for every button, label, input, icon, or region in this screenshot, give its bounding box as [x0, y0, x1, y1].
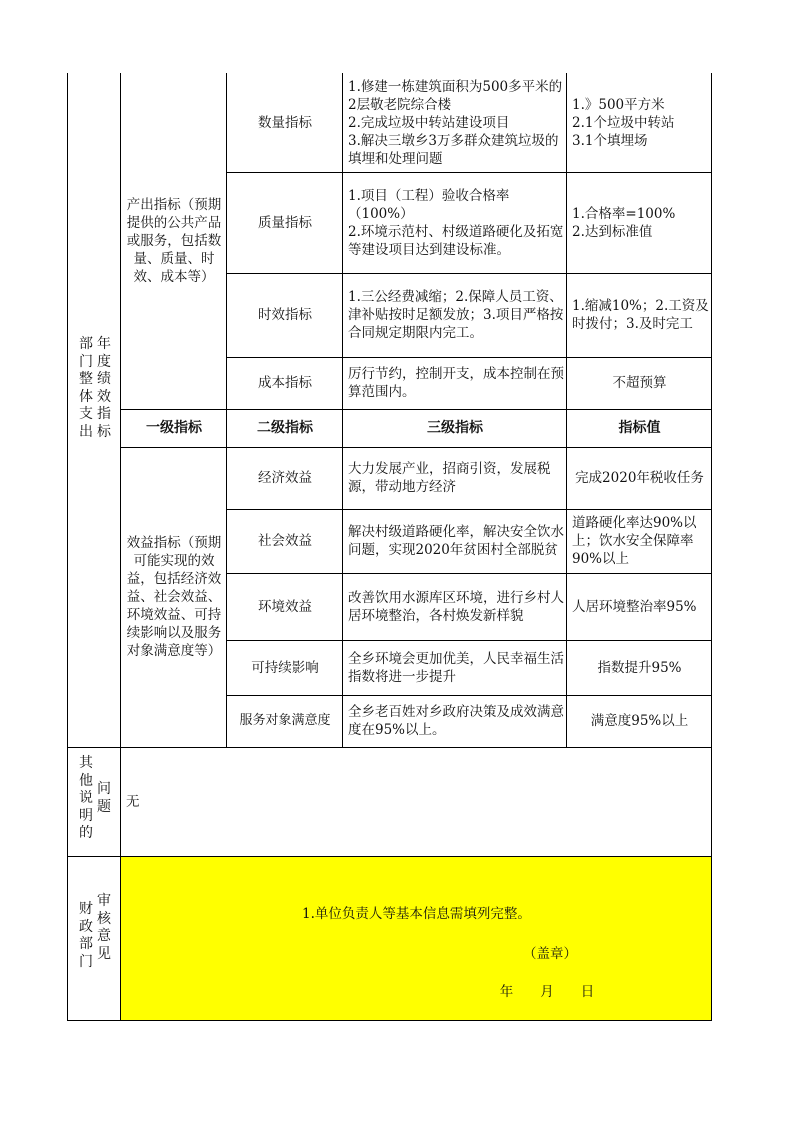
- grid-line: [226, 640, 712, 641]
- level2-quality: 质量指标: [258, 214, 312, 231]
- review-opinion-label: 审核意见: [97, 893, 111, 962]
- other-issues-label: 问题: [97, 781, 111, 815]
- finance-review-line1: 1.单位负责人等基本信息需填列完整。: [302, 906, 531, 922]
- level2-social: 社会效益: [258, 533, 312, 549]
- other-notes-value: 无: [126, 793, 140, 810]
- value-satisfaction: 满意度95%以上: [590, 713, 689, 729]
- finance-review-area: [120, 856, 712, 1021]
- value-sustainability: 指数提升95%: [597, 659, 682, 676]
- level2-environment: 环境效益: [258, 598, 312, 615]
- grid-line: [67, 1020, 712, 1021]
- header-level1: 一级指标: [146, 420, 202, 436]
- header-level2: 二级指标: [257, 420, 313, 436]
- level2-quantity: 数量指标: [258, 114, 312, 131]
- level2-timeliness: 时效指标: [258, 307, 312, 323]
- level2-cost: 成本指标: [258, 375, 312, 391]
- level3-quality: 1.项目（工程）验收合格率（100%） 2.环境示范村、村级道路硬化及拓宽等建设项目达到建设标准。: [348, 187, 564, 258]
- grid-line: [226, 695, 712, 696]
- grid-line: [120, 447, 712, 448]
- grid-line: [226, 73, 227, 747]
- value-timeliness: 1.缩减10%；2.工资及时拨付；3.及时完工: [572, 298, 709, 332]
- finance-dept-label: 财政部门: [79, 901, 93, 970]
- annual-perf-label: 年度绩效指标: [97, 336, 111, 440]
- value-quality: 1.合格率=100% 2.达到标准值: [572, 205, 676, 240]
- value-economic: 完成2020年税收任务: [575, 470, 704, 486]
- grid-line: [566, 73, 567, 747]
- value-environment: 人居环境整治率95%: [572, 598, 697, 615]
- grid-line: [226, 273, 712, 274]
- dept-overall-label: 部门整体支出: [79, 336, 93, 440]
- level3-satisfaction: 全乡老百姓对乡政府决策及成效满意度在95%以上。: [348, 704, 564, 738]
- level3-quantity: 1.修建一栋建筑面积为500多平米的2层敬老院综合楼 2.完成垃圾中转站建设项目 3.解决三墩乡3万多群众建筑垃圾的填埋和处理问题: [348, 78, 563, 167]
- value-social: 道路硬化率达90%以上；饮水安全保障率90%以上: [572, 515, 697, 567]
- grid-line: [120, 73, 121, 1021]
- value-cost: 不超预算: [612, 375, 667, 391]
- level3-environment: 改善饮用水源库区环境，进行乡村人居环境整治，各村焕发新样貌: [348, 589, 564, 624]
- grid-line: [226, 509, 712, 510]
- level3-economic: 大力发展产业，招商引资，发展税源，带动地方经济: [348, 461, 551, 495]
- grid-line: [226, 172, 712, 173]
- finance-date: 年 月 日: [499, 984, 595, 1000]
- output-category: 产出指标（预期提供的公共产品或服务，包括数量、质量、时效、成本等）: [126, 197, 222, 285]
- other-notes-label: 其他说明的: [79, 755, 93, 841]
- level3-social: 解决村级道路硬化率，解决安全饮水问题，实现2020年贫困村全部脱贫: [348, 524, 564, 558]
- level3-timeliness: 1.三公经费减缩；2.保障人员工资、津补贴按时足额发放；3.项目严格按合同规定期限内完工。: [348, 289, 564, 341]
- value-quantity: 1.》500平方米 2.1个垃圾中转站 3.1个填埋场: [572, 96, 675, 149]
- grid-line: [67, 747, 712, 748]
- finance-seal: （盖章）: [523, 946, 577, 962]
- grid-line: [67, 856, 712, 857]
- level2-satisfaction: 服务对象满意度: [239, 713, 331, 728]
- grid-line: [711, 73, 712, 1021]
- grid-line: [226, 357, 712, 358]
- grid-line: [120, 409, 712, 410]
- header-value: 指标值: [618, 420, 661, 436]
- benefit-category: 效益指标（预期可能实现的效益，包括经济效益、社会效益、环境效益、可持续影响以及服务对象满意度等）: [126, 535, 222, 659]
- level3-sustainability: 全乡环境会更加优美，人民幸福生活指数将进一步提升: [348, 650, 564, 685]
- indicator-table: [67, 73, 712, 1021]
- header-level3: 三级指标: [427, 420, 483, 436]
- level2-sustainability: 可持续影响: [251, 659, 319, 676]
- level3-cost: 厉行节约，控制开支，成本控制在预算范围内。: [348, 366, 564, 400]
- grid-line: [67, 73, 68, 1021]
- level2-economic: 经济效益: [258, 470, 312, 486]
- grid-line: [226, 573, 712, 574]
- grid-line: [342, 73, 343, 747]
